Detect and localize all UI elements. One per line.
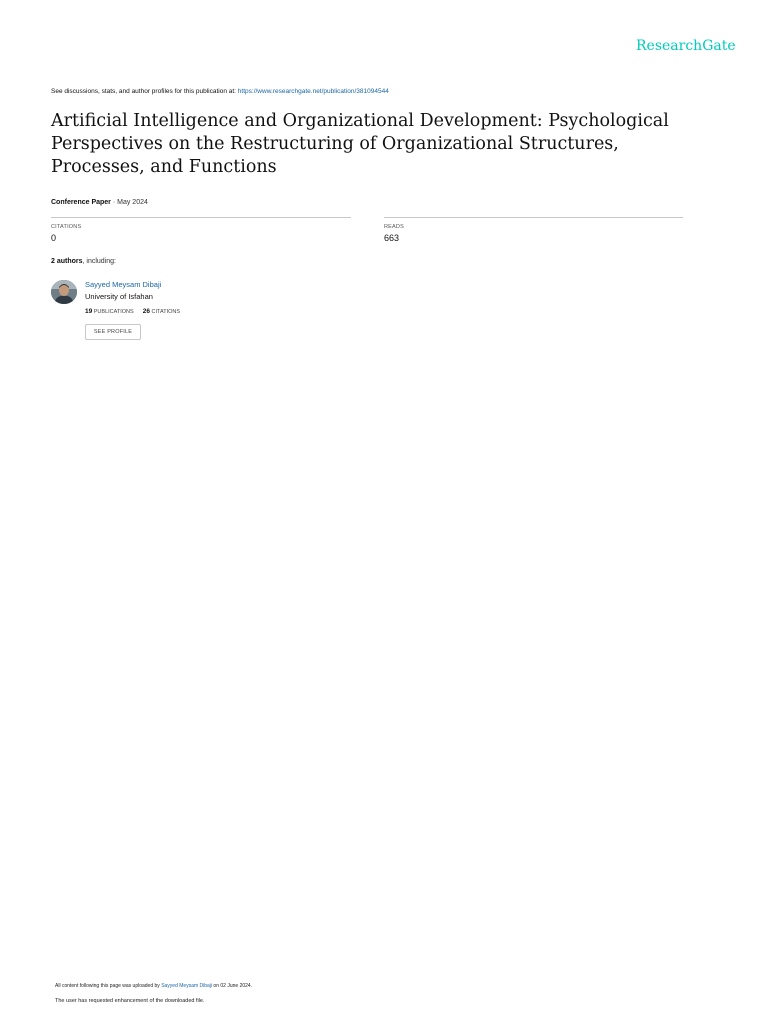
discussion-line (51, 88, 389, 95)
paper-type: Conference Paper (51, 199, 111, 206)
footer-uploaded-prefix: All content following this page was uploaded by (55, 983, 162, 989)
paper-title: Artificial Intelligence and Organizational Development: Psychological Perspectives on the Restructuring of Organizational Structures, Processes, and Functions (51, 111, 669, 177)
footer-uploader-link[interactable]: Sayyed Meysam Dibaji (161, 983, 213, 989)
author-publications-label: PUBLICATIONS (93, 309, 134, 315)
footer-uploaded-suffix: on 02 June 2024. (212, 983, 253, 989)
paper-meta (51, 199, 148, 206)
author-citations-label: CITATIONS (151, 309, 181, 315)
citations-label: CITATIONS (51, 224, 82, 230)
author-stats (85, 308, 180, 315)
reads-value: 663 (384, 233, 400, 243)
authors-line (51, 258, 116, 265)
citations-stat (51, 217, 351, 243)
reads-stat (384, 217, 683, 243)
paper-date: · May 2024 (110, 199, 148, 206)
author-citations-count: 26 (142, 308, 150, 315)
reads-label: READS (384, 224, 404, 230)
citations-value: 0 (51, 233, 57, 243)
author-name[interactable]: Sayyed Meysam Dibaji (85, 280, 162, 289)
researchgate-logo[interactable]: ResearchGate (636, 38, 736, 54)
see-profile-button[interactable]: SEE PROFILE (85, 324, 141, 340)
author-institution: University of Isfahan (85, 292, 153, 301)
authors-suffix: , including: (82, 258, 116, 265)
discussion-prefix: See discussions, stats, and author profiles for this publication at: (51, 88, 238, 95)
footer-note: The user has requested enhancement of the downloaded file. (55, 998, 205, 1004)
footer-uploaded-line (55, 983, 252, 989)
publication-link[interactable]: https://www.researchgate.net/publication/381094544 (237, 88, 389, 95)
author-publications-count: 19 (85, 308, 93, 315)
author-avatar[interactable] (51, 280, 77, 304)
authors-count: 2 authors (51, 258, 83, 265)
